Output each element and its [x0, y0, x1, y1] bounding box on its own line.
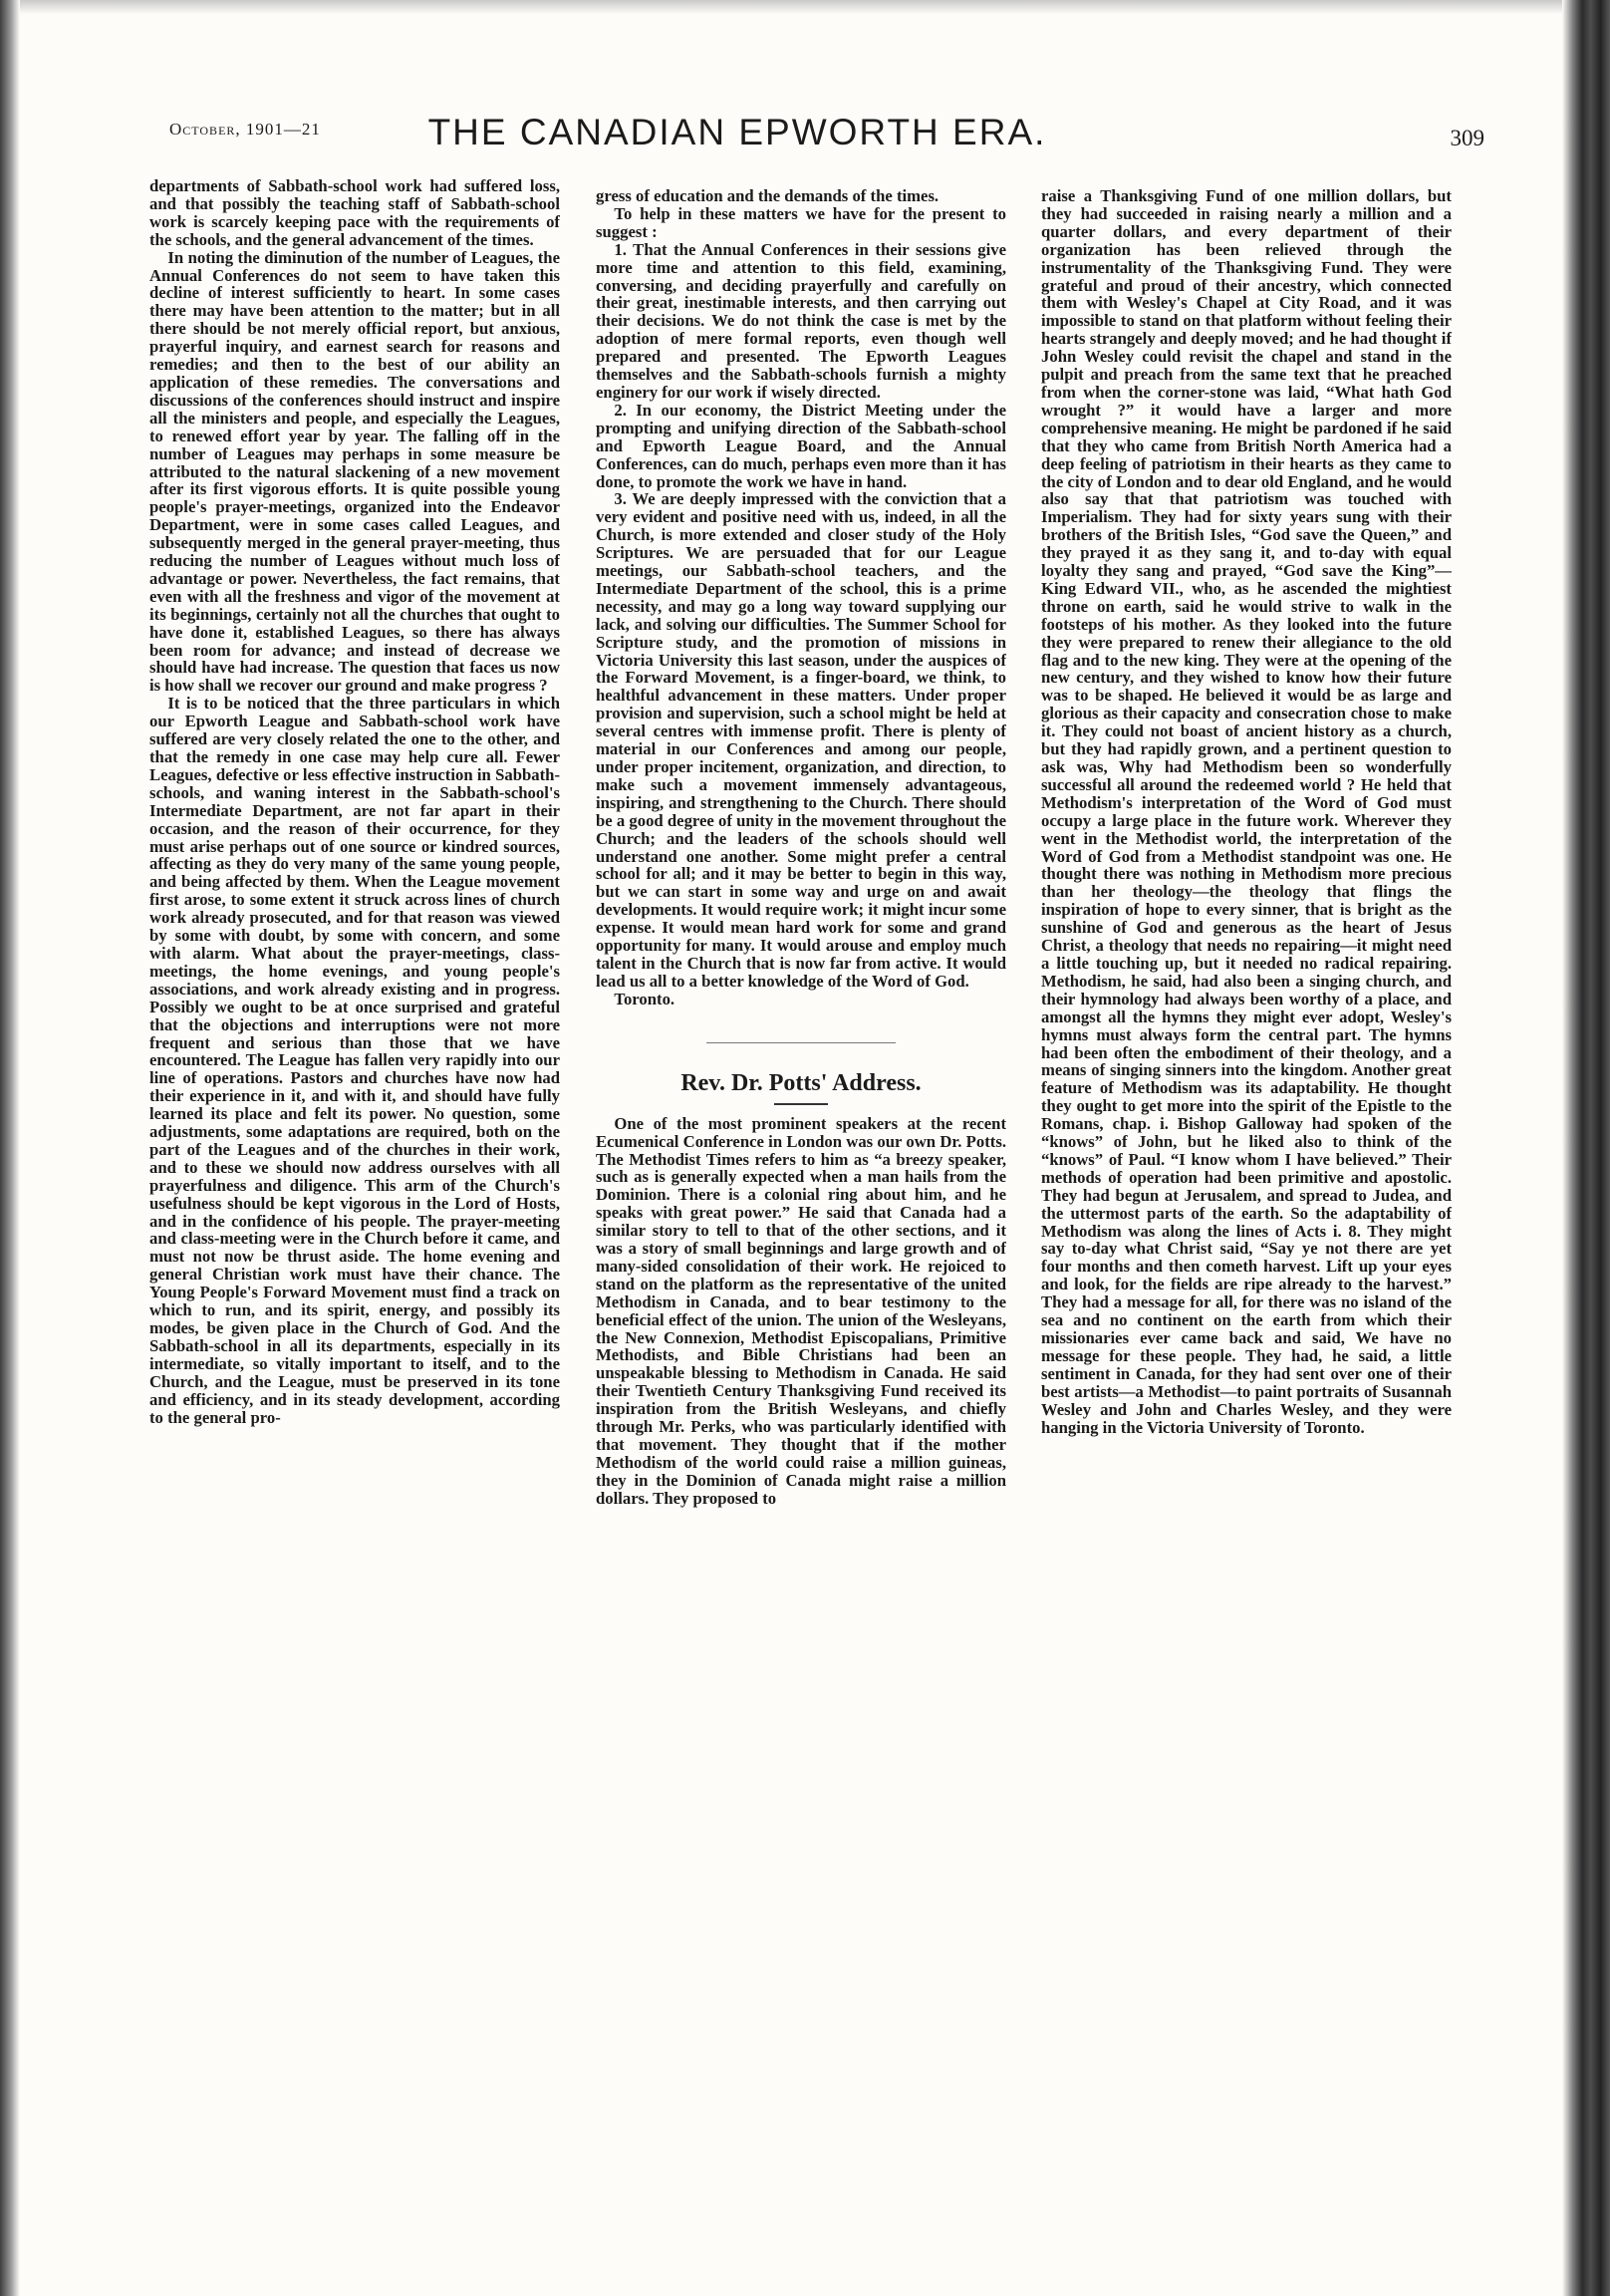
issue-date: October, 1901—21 [169, 120, 321, 139]
page-left-shadow [0, 0, 20, 2296]
paragraph: gress of education and the demands of the times. [596, 187, 939, 205]
page-number: 309 [1450, 126, 1484, 150]
title-rule [774, 1103, 828, 1105]
column-1 [149, 177, 560, 2244]
page-top-shadow [0, 0, 1610, 14]
book-spine [1562, 0, 1610, 2296]
paragraph: One of the most prominent speakers at the recent Ecumenical Conference in London was our own Dr. Potts. The Methodist Times refers to him as “a breezy speaker, such as is generally expected when a man hails from the Dominion. There is a colonial ring about him, and he speaks with great power.” He said that Canada had a similar story to tell to that of the other sections, and it was a story of small beginnings and large growth and of many-sided consolidation of their work. He rejoiced to stand on the platform as the representative of the united Methodism in Canada, and to bear testimony to the beneficial effect of the union. The union of the Wesleyans, the New Connexion, Methodist Episcopalians, Primitive Methodists, and Bible Christians had been an unspeakable blessing to Methodism in Canada. He said their Twentieth Century Thanksgiving Fund received its inspiration from the British Wesleyans, and chiefly through Mr. Perks, who was particularly identified with that movement. They thought that if the mother Methodism of the world could raise a million guineas, they in the Dominion of Canada might raise a million dollars. They proposed to [596, 1113, 1006, 1508]
paragraph: To help in these matters we have for the present to suggest : [596, 203, 1006, 241]
place-signature: Toronto. [614, 989, 675, 1008]
section-divider [706, 1042, 896, 1043]
paragraph: raise a Thanksgiving Fund of one million dollars, but they had succeeded in raising nearly a million and a quarter dollars, and every department of their organization has been relieved through the instrumentality of the Thanksgiving Fund. They were grateful and proud of their ancestry, which connected them with Wesley's Chapel at City Road, and it was impossible to stand on that platform without feeling their hearts strangely and deeply moved; and he had thought if John Wesley could revisit the chapel and stand in the pulpit and preach from the same text that he preached from when the corner-stone was laid, “What hath God wrought ?” it would have a larger and more comprehensive meaning. He might be pardoned if he said that they who came from British North America had a deep feeling of patriotism in their hearts as they came to the city of London and to dear old England, and he would also say that that patriotism was touched with Imperialism. They had for sixty years sung with their brothers of the British Isles, “God save the Queen,” and they prayed it as they sang it, and to-day with equal loyalty they sang and prayed, “God save the King”—King Edward VII., who, as he ascended the mightiest throne on earth, said he would strive to walk in the footsteps of his mother. As they looked into the future they were prepared to renew their allegiance to the old flag and to the new king. They were at the opening of the new century, and they wished to know how their future was to be shaped. He believed it would be as large and glorious as their capacity and consecration chose to make it. They could not boast of ancient history as a church, but they had rapidly grown, and a pertinent question to ask was, Why had Methodism been so wonderfully successful all around the redeemed world ? He held that Methodism's interpretation of the Word of God must occupy a large place in the future work. Wherever they went in the Methodist world, the interpretation of the Word of God from a Methodist standpoint was one. He thought there was nothing in Methodism more precious than her theology—the theology that flings the inspiration of hope to every sinner, that is bright as the sunshine of God and generous as the heart of Jesus Christ, a theology that needs no repairing—it might need a little touching up, but it needed no radical repairing. Methodism, he said, had also been a singing church, and their hymnology had always been worthy of a place, and amongst all the hymns they might ever adopt, Wesley's hymns must always form the central part. The hymns had been often the embodiment of their theology, and a means of singing sinners into the kingdom. Another great feature of Methodism was its adaptability. He thought they ought to get more into the spirit of the Epistle to the Romans, chap. i. Bishop Galloway had spoken of the “knows” of John, but he liked also to think of the “knows” of Paul. “I know whom I have believed.” Their methods of operation had been primitive and apostolic. They had begun at Jerusalem, and spread to Judea, and the uttermost parts of the earth. So the adaptability of Methodism was along the lines of Acts i. 8. They might say to-day what Christ said, “Say ye not there are yet four months and then cometh harvest. Lift up your eyes and look, for the fields are ripe already to the harvest.” They had a message for all, for there was no island of the sea and no continent on the earth from which their missionaries ever came back and said, We have no message for these people. They had, he said, a little sentiment in Canada, for they had sent over one of their best artists—a Methodist—to paint portraits of Susannah Wesley and John and Charles Wesley, and they were hanging in the Victoria University of Toronto. [1041, 187, 1452, 1437]
paragraph: In noting the diminution of the number of Leagues, the Annual Conferences do not seem to have taken this decline of interest sufficiently to heart. In some cases there may have been attention to the matter; but in all there should be not merely official report, but anxious, prayerful inquiry, and earnest search for reasons and remedies; and then to the best of our ability an application of these remedies. The conversations and discussions of the conferences should instruct and inspire all the ministers and people, and especially the Leagues, to renewed effort year by year. The falling off in the number of Leagues may perhaps in some measure be attributed to the natural slackening of a new movement after its first vigorous efforts. It is quite possible young people's prayer-meetings, organized into the Endeavor Department, were in some cases called Leagues, and subsequently merged in the general prayer-meeting, thus reducing the number of Leagues without much loss of advantage or power. Nevertheless, the fact remains, that even with all the freshness and vigor of the movement at its beginnings, certainly not all the churches that ought to have done it, established Leagues, so there has always been room for advance; and instead of decrease we should have had increase. The question that faces us now is how shall we recover our ground and make progress ? [149, 247, 560, 696]
paragraph: It is to be noticed that the three particulars in which our Epworth League and Sabbath-school work have suffered are very closely related the one to the other, and that the remedy in one case may help cure all. Fewer Leagues, defective or less effective instruction in Sabbath-schools, and waning interest in the Sabbath-school's Intermediate Department, are not far apart in their occasion, and the reason of their occurrence, for they must arise perhaps out of one source or kindred sources, affecting as they do very many of the same young people, and being affected by them. When the League movement first arose, to some extent it struck across lines of church work already prosecuted, and for that reason was viewed by some with doubt, by some with concern, and some with alarm. What about the prayer-meetings, class-meetings, the home evenings, and young people's associations, and work already existing and in progress. Possibly we ought to be at once surprised and grateful that the objections and interruptions were not more frequent and serious than those that we have encountered. The League has fallen very rapidly into our line of operations. Pastors and churches have now had their experience in it, and with it, and should have fully learned its place and felt its power. No question, some adjustments, some adaptations are required, both on the part of the Leagues and of the churches in their work, and to these we should now address ourselves with all prayerfulness and diligence. This arm of the Church's usefulness should be kept vigorous in the Lord of Hosts, and in the confidence of his people. The prayer-meeting and class-meeting were in the Church before it came, and must not now be thrust aside. The home evening and general Christian work must have their chance. The Young People's Forward Movement must find a track on which to run, and its spirit, energy, and possibly its modes, be given place in the Church of God. And the Sabbath-school in all its departments, especially in its intermediate, so vitally important to itself, and to the Church, and the League, must be preserved in its tone and efficiency, and in its steady development, according to the general pro- [149, 694, 560, 1427]
column-2 [596, 187, 1006, 2254]
paragraph: 2. In our economy, the District Meeting under the prompting and unifying direction of the Sabbath-school and Epworth League Board, and the Annual Conferences, can do much, perhaps even more than it has done, to promote the work we have in hand. [596, 400, 1006, 491]
article-title: Rev. Dr. Potts' Address. [680, 1069, 922, 1096]
paragraph: 1. That the Annual Conferences in their sessions give more time and attention to this field, examining, conversing, and deciding prayerfully and carefully on their great, inestimable interests, and then carrying out their decisions. We do not think the case is met by the adoption of mere formal reports, even though well prepared and presented. The Epworth Leagues themselves and the Sabbath-schools furnish a mighty enginery for our work if wisely directed. [596, 239, 1006, 402]
paragraph: departments of Sabbath-school work had suffered loss, and that possibly the teaching staff of Sabbath-school work is scarcely keeping pace with the requirements of the schools, and the general advancement of the times. [149, 177, 560, 249]
running-header [169, 112, 1484, 171]
paragraph: 3. We are deeply impressed with the conviction that a very evident and positive need with us, indeed, in all the Church, is more extended and closer study of the Holy Scriptures. We are persuaded that for our League meetings, our Sabbath-school teachers, and the Intermediate Department of the school, this is a prime necessity, and may go a long way toward supplying our lack, and solving our difficulties. The Summer School for Scripture study, and the promotion of missions in Victoria University this last season, under the auspices of the Forward Movement, is a finger-board, we think, to healthful advancement in these matters. Under proper provision and supervision, such a school might be held at several centres with immense profit. There is plenty of material in our Conferences and among our people, under proper incitement, organization, and direction, to make such a movement immensely advantageous, inspiring, and strengthening to the Church. There should be a good degree of unity in the movement throughout the Church; and the leaders of the schools should well understand one another. Some might prefer a central school for all; and it may be better to begin in this way, but we can start in some way and urge on and await developments. It would require work; it might incur some expense. It would mean hard work for some and grand opportunity for many. It would arouse and employ much talent in the Church that is now far from active. It would lead us all to a better knowledge of the Word of God. [596, 489, 1006, 991]
column-3 [1041, 187, 1452, 2254]
masthead: THE CANADIAN EPWORTH ERA. [427, 112, 1047, 152]
